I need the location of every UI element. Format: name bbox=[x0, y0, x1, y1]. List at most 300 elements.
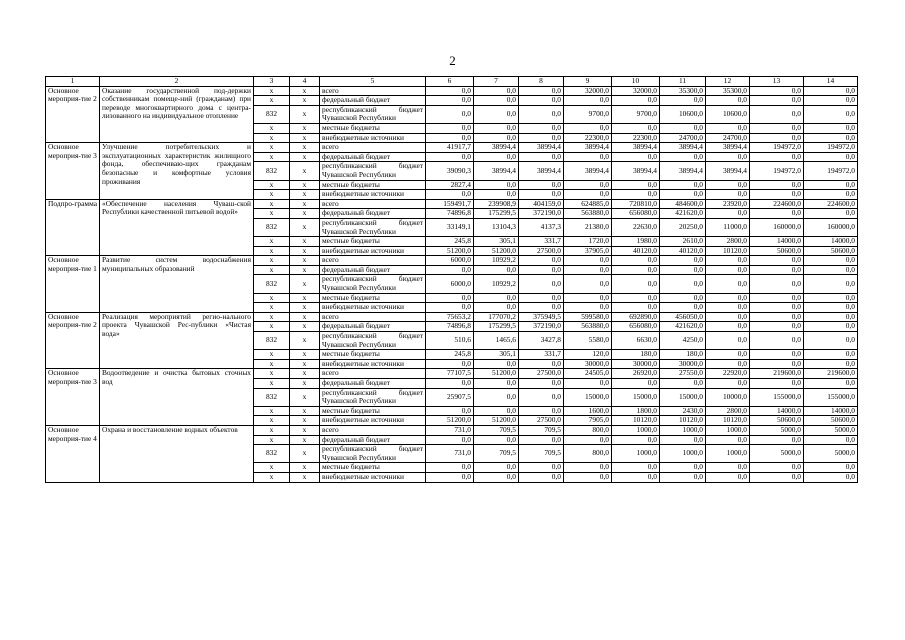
value-cell: 10120,0 bbox=[660, 416, 706, 426]
code-cell: x bbox=[290, 388, 320, 406]
value-cell: 160000,0 bbox=[750, 218, 804, 236]
value-cell: 421620,0 bbox=[660, 209, 706, 219]
code-cell: x bbox=[290, 416, 320, 426]
value-cell: 0,0 bbox=[474, 190, 519, 200]
block-type-cell: Основное мероприя-тие 2 bbox=[46, 86, 100, 143]
value-cell: 32000,0 bbox=[564, 86, 612, 96]
value-cell: 33149,1 bbox=[426, 218, 474, 236]
value-cell: 74896,8 bbox=[426, 209, 474, 219]
value-cell: 0,0 bbox=[612, 435, 660, 445]
value-cell: 0,0 bbox=[706, 463, 750, 473]
value-cell: 180,0 bbox=[660, 350, 706, 360]
funding-source-cell: всего bbox=[320, 86, 426, 96]
value-cell: 219600,0 bbox=[750, 369, 804, 379]
value-cell: 1000,0 bbox=[660, 445, 706, 463]
block-name-cell: Развитие систем водоснабжения муниципальных образований bbox=[100, 256, 254, 313]
value-cell: 0,0 bbox=[750, 293, 804, 303]
value-cell: 0,0 bbox=[519, 435, 564, 445]
code-cell: x bbox=[290, 162, 320, 180]
funding-source-cell: федеральный бюджет bbox=[320, 96, 426, 106]
funding-source-cell: федеральный бюджет bbox=[320, 152, 426, 162]
code-cell: x bbox=[254, 369, 290, 379]
value-cell: 2800,0 bbox=[706, 237, 750, 247]
header-cell: 13 bbox=[750, 77, 804, 87]
code-cell: 832 bbox=[254, 162, 290, 180]
value-cell: 0,0 bbox=[564, 435, 612, 445]
funding-source-cell: всего bbox=[320, 143, 426, 153]
value-cell: 0,0 bbox=[804, 303, 858, 313]
value-cell: 0,0 bbox=[660, 275, 706, 293]
funding-source-cell: внебюджетные источники bbox=[320, 246, 426, 256]
value-cell: 38994,4 bbox=[706, 162, 750, 180]
code-cell: x bbox=[290, 86, 320, 96]
value-cell: 0,0 bbox=[564, 293, 612, 303]
funding-source-cell: республиканский бюджет Чувашской Республики bbox=[320, 445, 426, 463]
value-cell: 50600,0 bbox=[804, 416, 858, 426]
value-cell: 0,0 bbox=[426, 359, 474, 369]
value-cell: 0,0 bbox=[519, 256, 564, 266]
header-row bbox=[46, 77, 858, 87]
value-cell: 32000,0 bbox=[612, 86, 660, 96]
funding-source-cell: республиканский бюджет Чувашской Республики bbox=[320, 162, 426, 180]
code-cell: x bbox=[290, 180, 320, 190]
value-cell: 0,0 bbox=[474, 359, 519, 369]
table-row bbox=[46, 425, 858, 435]
value-cell: 0,0 bbox=[750, 256, 804, 266]
value-cell: 0,0 bbox=[706, 359, 750, 369]
value-cell: 0,0 bbox=[474, 86, 519, 96]
value-cell: 0,0 bbox=[804, 256, 858, 266]
value-cell: 35300,0 bbox=[706, 86, 750, 96]
value-cell: 74896,8 bbox=[426, 322, 474, 332]
value-cell: 0,0 bbox=[612, 472, 660, 482]
code-cell: x bbox=[290, 369, 320, 379]
value-cell: 0,0 bbox=[519, 180, 564, 190]
header-cell: 3 bbox=[254, 77, 290, 87]
funding-source-cell: федеральный бюджет bbox=[320, 435, 426, 445]
value-cell: 0,0 bbox=[426, 86, 474, 96]
value-cell: 2827,4 bbox=[426, 180, 474, 190]
table-body bbox=[46, 77, 858, 483]
value-cell: 599580,0 bbox=[564, 312, 612, 322]
value-cell: 0,0 bbox=[660, 303, 706, 313]
value-cell: 41917,7 bbox=[426, 143, 474, 153]
funding-source-cell: всего bbox=[320, 199, 426, 209]
block-name-cell: «Обеспечение населения Чуваш-ской Республики качественной питьевой водой» bbox=[100, 199, 254, 256]
value-cell: 404159,0 bbox=[519, 199, 564, 209]
value-cell: 175299,5 bbox=[474, 322, 519, 332]
value-cell: 1000,0 bbox=[612, 445, 660, 463]
table-row bbox=[46, 199, 858, 209]
value-cell: 0,0 bbox=[706, 379, 750, 389]
value-cell: 0,0 bbox=[750, 133, 804, 143]
code-cell: x bbox=[254, 293, 290, 303]
value-cell: 37905,0 bbox=[564, 246, 612, 256]
value-cell: 0,0 bbox=[804, 350, 858, 360]
value-cell: 38994,4 bbox=[519, 162, 564, 180]
value-cell: 656080,0 bbox=[612, 209, 660, 219]
value-cell: 9700,0 bbox=[564, 105, 612, 123]
code-cell: x bbox=[290, 303, 320, 313]
value-cell: 0,0 bbox=[426, 190, 474, 200]
value-cell: 0,0 bbox=[660, 293, 706, 303]
value-cell: 305,1 bbox=[474, 350, 519, 360]
value-cell: 10120,0 bbox=[706, 246, 750, 256]
code-cell: x bbox=[254, 425, 290, 435]
code-cell: x bbox=[254, 237, 290, 247]
code-cell: x bbox=[254, 256, 290, 266]
value-cell: 0,0 bbox=[750, 152, 804, 162]
code-cell: x bbox=[254, 406, 290, 416]
value-cell: 0,0 bbox=[426, 152, 474, 162]
code-cell: x bbox=[290, 275, 320, 293]
code-cell: 832 bbox=[254, 332, 290, 350]
funding-source-cell: местные бюджеты bbox=[320, 123, 426, 133]
code-cell: x bbox=[254, 435, 290, 445]
value-cell: 0,0 bbox=[804, 152, 858, 162]
value-cell: 0,0 bbox=[564, 123, 612, 133]
code-cell: x bbox=[254, 209, 290, 219]
value-cell: 27550,0 bbox=[660, 369, 706, 379]
value-cell: 1800,0 bbox=[612, 406, 660, 416]
value-cell: 0,0 bbox=[660, 463, 706, 473]
value-cell: 26920,0 bbox=[612, 369, 660, 379]
value-cell: 0,0 bbox=[519, 133, 564, 143]
value-cell: 0,0 bbox=[750, 96, 804, 106]
value-cell: 194972,0 bbox=[750, 143, 804, 153]
value-cell: 0,0 bbox=[426, 463, 474, 473]
value-cell: 75653,2 bbox=[426, 312, 474, 322]
value-cell: 0,0 bbox=[519, 406, 564, 416]
value-cell: 0,0 bbox=[804, 293, 858, 303]
value-cell: 14000,0 bbox=[804, 237, 858, 247]
value-cell: 22300,0 bbox=[612, 133, 660, 143]
code-cell: x bbox=[254, 322, 290, 332]
header-cell: 2 bbox=[100, 77, 254, 87]
value-cell: 0,0 bbox=[750, 86, 804, 96]
value-cell: 4137,3 bbox=[519, 218, 564, 236]
funding-source-cell: местные бюджеты bbox=[320, 350, 426, 360]
value-cell: 0,0 bbox=[804, 322, 858, 332]
funding-source-cell: внебюджетные источники bbox=[320, 190, 426, 200]
funding-source-cell: республиканский бюджет Чувашской Республики bbox=[320, 218, 426, 236]
value-cell: 0,0 bbox=[564, 265, 612, 275]
code-cell: x bbox=[290, 435, 320, 445]
value-cell: 563880,0 bbox=[564, 322, 612, 332]
value-cell: 0,0 bbox=[804, 180, 858, 190]
value-cell: 0,0 bbox=[474, 463, 519, 473]
value-cell: 0,0 bbox=[706, 322, 750, 332]
value-cell: 800,0 bbox=[564, 425, 612, 435]
value-cell: 0,0 bbox=[426, 435, 474, 445]
value-cell: 0,0 bbox=[474, 105, 519, 123]
value-cell: 245,8 bbox=[426, 350, 474, 360]
value-cell: 21380,0 bbox=[564, 218, 612, 236]
value-cell: 0,0 bbox=[804, 359, 858, 369]
value-cell: 1600,0 bbox=[564, 406, 612, 416]
funding-source-cell: местные бюджеты bbox=[320, 237, 426, 247]
value-cell: 40120,0 bbox=[660, 246, 706, 256]
value-cell: 7905,0 bbox=[564, 416, 612, 426]
value-cell: 0,0 bbox=[474, 133, 519, 143]
value-cell: 0,0 bbox=[706, 123, 750, 133]
code-cell: 832 bbox=[254, 275, 290, 293]
value-cell: 692890,0 bbox=[612, 312, 660, 322]
value-cell: 0,0 bbox=[519, 123, 564, 133]
value-cell: 0,0 bbox=[474, 303, 519, 313]
value-cell: 0,0 bbox=[804, 133, 858, 143]
code-cell: x bbox=[254, 180, 290, 190]
value-cell: 375949,5 bbox=[519, 312, 564, 322]
value-cell: 0,0 bbox=[564, 275, 612, 293]
value-cell: 372190,0 bbox=[519, 209, 564, 219]
header-cell: 9 bbox=[564, 77, 612, 87]
value-cell: 0,0 bbox=[660, 123, 706, 133]
code-cell: x bbox=[254, 472, 290, 482]
value-cell: 0,0 bbox=[612, 379, 660, 389]
value-cell: 0,0 bbox=[706, 265, 750, 275]
funding-source-cell: внебюджетные источники bbox=[320, 359, 426, 369]
value-cell: 0,0 bbox=[426, 472, 474, 482]
code-cell: x bbox=[290, 472, 320, 482]
value-cell: 10000,0 bbox=[706, 388, 750, 406]
value-cell: 800,0 bbox=[564, 445, 612, 463]
value-cell: 0,0 bbox=[612, 123, 660, 133]
code-cell: x bbox=[290, 133, 320, 143]
value-cell: 50600,0 bbox=[750, 246, 804, 256]
value-cell: 0,0 bbox=[564, 463, 612, 473]
value-cell: 0,0 bbox=[660, 265, 706, 275]
value-cell: 0,0 bbox=[750, 105, 804, 123]
value-cell: 22920,0 bbox=[706, 369, 750, 379]
code-cell: x bbox=[290, 246, 320, 256]
value-cell: 0,0 bbox=[706, 303, 750, 313]
value-cell: 50600,0 bbox=[750, 416, 804, 426]
value-cell: 0,0 bbox=[750, 303, 804, 313]
value-cell: 0,0 bbox=[706, 209, 750, 219]
value-cell: 0,0 bbox=[750, 312, 804, 322]
code-cell: x bbox=[290, 406, 320, 416]
value-cell: 180,0 bbox=[612, 350, 660, 360]
table-row bbox=[46, 86, 858, 96]
value-cell: 0,0 bbox=[519, 190, 564, 200]
value-cell: 0,0 bbox=[750, 472, 804, 482]
block-name-cell: Водоотведение и очистка бытовых сточных вод bbox=[100, 369, 254, 426]
value-cell: 0,0 bbox=[519, 303, 564, 313]
value-cell: 4250,0 bbox=[660, 332, 706, 350]
value-cell: 35300,0 bbox=[660, 86, 706, 96]
code-cell: x bbox=[290, 143, 320, 153]
value-cell: 50600,0 bbox=[804, 246, 858, 256]
value-cell: 0,0 bbox=[750, 435, 804, 445]
value-cell: 0,0 bbox=[612, 265, 660, 275]
code-cell: 832 bbox=[254, 218, 290, 236]
value-cell: 0,0 bbox=[564, 152, 612, 162]
value-cell: 0,0 bbox=[519, 265, 564, 275]
value-cell: 239908,9 bbox=[474, 199, 519, 209]
value-cell: 305,1 bbox=[474, 237, 519, 247]
funding-source-cell: федеральный бюджет bbox=[320, 265, 426, 275]
value-cell: 0,0 bbox=[564, 303, 612, 313]
value-cell: 0,0 bbox=[612, 96, 660, 106]
value-cell: 0,0 bbox=[804, 265, 858, 275]
table-row bbox=[46, 143, 858, 153]
funding-source-cell: республиканский бюджет Чувашской Республики bbox=[320, 332, 426, 350]
value-cell: 0,0 bbox=[706, 275, 750, 293]
value-cell: 2800,0 bbox=[706, 406, 750, 416]
funding-source-cell: федеральный бюджет bbox=[320, 209, 426, 219]
value-cell: 23920,0 bbox=[706, 199, 750, 209]
value-cell: 1000,0 bbox=[706, 425, 750, 435]
header-cell: 8 bbox=[519, 77, 564, 87]
value-cell: 0,0 bbox=[804, 96, 858, 106]
value-cell: 563880,0 bbox=[564, 209, 612, 219]
value-cell: 10120,0 bbox=[706, 416, 750, 426]
value-cell: 51200,0 bbox=[474, 246, 519, 256]
value-cell: 0,0 bbox=[426, 303, 474, 313]
code-cell: x bbox=[254, 86, 290, 96]
code-cell: x bbox=[254, 463, 290, 473]
value-cell: 0,0 bbox=[706, 435, 750, 445]
funding-source-cell: республиканский бюджет Чувашской Республики bbox=[320, 388, 426, 406]
value-cell: 22300,0 bbox=[564, 133, 612, 143]
funding-source-cell: местные бюджеты bbox=[320, 293, 426, 303]
table-row bbox=[46, 369, 858, 379]
value-cell: 0,0 bbox=[612, 256, 660, 266]
value-cell: 0,0 bbox=[706, 152, 750, 162]
value-cell: 0,0 bbox=[804, 105, 858, 123]
value-cell: 0,0 bbox=[519, 96, 564, 106]
value-cell: 5000,0 bbox=[804, 445, 858, 463]
value-cell: 0,0 bbox=[564, 379, 612, 389]
block-type-cell: Подпро-грамма bbox=[46, 199, 100, 256]
code-cell: x bbox=[290, 463, 320, 473]
code-cell: x bbox=[290, 293, 320, 303]
value-cell: 0,0 bbox=[519, 463, 564, 473]
value-cell: 5580,0 bbox=[564, 332, 612, 350]
value-cell: 0,0 bbox=[706, 332, 750, 350]
value-cell: 38994,4 bbox=[612, 143, 660, 153]
value-cell: 0,0 bbox=[519, 105, 564, 123]
value-cell: 0,0 bbox=[660, 96, 706, 106]
value-cell: 0,0 bbox=[474, 123, 519, 133]
value-cell: 224600,0 bbox=[750, 199, 804, 209]
funding-source-cell: республиканский бюджет Чувашской Республики bbox=[320, 105, 426, 123]
value-cell: 0,0 bbox=[519, 275, 564, 293]
value-cell: 224600,0 bbox=[804, 199, 858, 209]
value-cell: 155000,0 bbox=[804, 388, 858, 406]
code-cell: x bbox=[254, 199, 290, 209]
value-cell: 9700,0 bbox=[612, 105, 660, 123]
value-cell: 0,0 bbox=[706, 312, 750, 322]
code-cell: x bbox=[254, 359, 290, 369]
code-cell: x bbox=[254, 152, 290, 162]
value-cell: 1720,0 bbox=[564, 237, 612, 247]
value-cell: 2610,0 bbox=[660, 237, 706, 247]
value-cell: 0,0 bbox=[804, 435, 858, 445]
code-cell: x bbox=[254, 265, 290, 275]
value-cell: 0,0 bbox=[474, 435, 519, 445]
value-cell: 1980,0 bbox=[612, 237, 660, 247]
value-cell: 0,0 bbox=[564, 190, 612, 200]
value-cell: 10600,0 bbox=[706, 105, 750, 123]
code-cell: x bbox=[290, 237, 320, 247]
value-cell: 159491,7 bbox=[426, 199, 474, 209]
code-cell: x bbox=[254, 303, 290, 313]
value-cell: 0,0 bbox=[426, 123, 474, 133]
value-cell: 0,0 bbox=[474, 388, 519, 406]
value-cell: 22630,0 bbox=[612, 218, 660, 236]
page-number: 2 bbox=[449, 53, 456, 68]
value-cell: 0,0 bbox=[426, 379, 474, 389]
value-cell: 0,0 bbox=[750, 463, 804, 473]
code-cell: x bbox=[290, 199, 320, 209]
value-cell: 0,0 bbox=[750, 379, 804, 389]
code-cell: x bbox=[290, 265, 320, 275]
code-cell: x bbox=[254, 246, 290, 256]
value-cell: 1000,0 bbox=[706, 445, 750, 463]
value-cell: 0,0 bbox=[804, 86, 858, 96]
code-cell: x bbox=[254, 96, 290, 106]
value-cell: 39090,3 bbox=[426, 162, 474, 180]
value-cell: 0,0 bbox=[612, 275, 660, 293]
value-cell: 175299,5 bbox=[474, 209, 519, 219]
value-cell: 38994,4 bbox=[706, 143, 750, 153]
value-cell: 10600,0 bbox=[660, 105, 706, 123]
value-cell: 15000,0 bbox=[564, 388, 612, 406]
value-cell: 38994,4 bbox=[612, 162, 660, 180]
value-cell: 0,0 bbox=[564, 96, 612, 106]
value-cell: 0,0 bbox=[804, 275, 858, 293]
value-cell: 456050,0 bbox=[660, 312, 706, 322]
value-cell: 10120,0 bbox=[612, 416, 660, 426]
value-cell: 0,0 bbox=[519, 359, 564, 369]
value-cell: 14000,0 bbox=[750, 406, 804, 416]
value-cell: 0,0 bbox=[750, 350, 804, 360]
value-cell: 0,0 bbox=[564, 180, 612, 190]
value-cell: 0,0 bbox=[426, 96, 474, 106]
header-cell: 4 bbox=[290, 77, 320, 87]
value-cell: 0,0 bbox=[706, 96, 750, 106]
value-cell: 51200,0 bbox=[474, 416, 519, 426]
value-cell: 0,0 bbox=[804, 472, 858, 482]
value-cell: 38994,4 bbox=[519, 143, 564, 153]
funding-source-cell: местные бюджеты bbox=[320, 180, 426, 190]
code-cell: x bbox=[290, 322, 320, 332]
value-cell: 331,7 bbox=[519, 350, 564, 360]
value-cell: 6000,0 bbox=[426, 256, 474, 266]
value-cell: 38994,4 bbox=[474, 162, 519, 180]
value-cell: 0,0 bbox=[660, 256, 706, 266]
value-cell: 24505,0 bbox=[564, 369, 612, 379]
value-cell: 2430,0 bbox=[660, 406, 706, 416]
value-cell: 15000,0 bbox=[612, 388, 660, 406]
value-cell: 51200,0 bbox=[474, 369, 519, 379]
code-cell: x bbox=[290, 256, 320, 266]
code-cell: 832 bbox=[254, 105, 290, 123]
value-cell: 0,0 bbox=[706, 256, 750, 266]
header-cell: 10 bbox=[612, 77, 660, 87]
value-cell: 0,0 bbox=[474, 293, 519, 303]
value-cell: 245,8 bbox=[426, 237, 474, 247]
value-cell: 0,0 bbox=[750, 322, 804, 332]
value-cell: 14000,0 bbox=[750, 237, 804, 247]
funding-source-cell: всего bbox=[320, 312, 426, 322]
value-cell: 709,5 bbox=[519, 445, 564, 463]
table-row bbox=[46, 256, 858, 266]
value-cell: 0,0 bbox=[804, 190, 858, 200]
value-cell: 10929,2 bbox=[474, 256, 519, 266]
